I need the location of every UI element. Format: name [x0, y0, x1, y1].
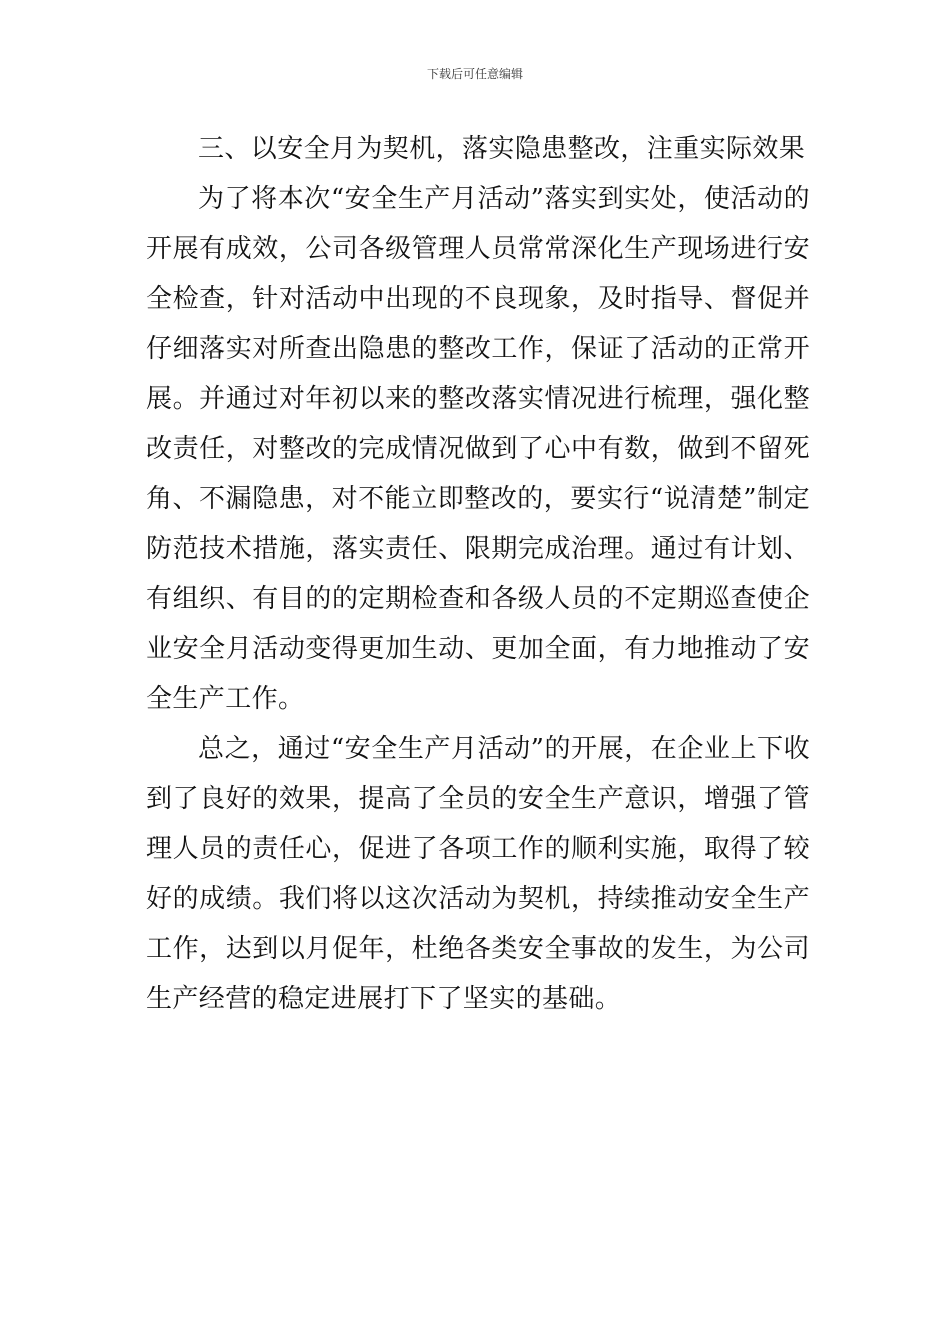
section-heading: 三、以安全月为契机，落实隐患整改，注重实际效果 — [198, 134, 806, 164]
paragraph-inspection: 为了将本次“安全生产月活动”落实到实处，使活动的开展有成效，公司各级管理人员常常深化生产现场进行安全检查，针对活动中出现的不良现象，及时指导、督促并仔细落实对所查出隐患的整改工作，保证了活动的正常开展。并通过对年初以来的整改落实情况进行梳理，强化整改责任，对整改的完成情况做到了心中有数，做到不留死角、不漏隐患，对不能立即整改的，要实行“说清楚”制定防范技术措施，落实责任、限期完成治理。通过有计划、有组织、有目的的定期检查和各级人员的不定期巡查使企业安全月活动变得更加生动、更加全面，有力地推动了安全生产工作。 — [146, 184, 810, 714]
page-header-note: 下载后可任意编辑 — [426, 67, 523, 81]
document-body — [146, 124, 810, 1024]
paragraph-summary: 总之，通过“安全生产月活动”的开展，在企业上下收到了良好的效果，提高了全员的安全生产意识，增强了管理人员的责任心，促进了各项工作的顺利实施，取得了较好的成绩。我们将以这次活动为契机，持续推动安全生产工作，达到以月促年，杜绝各类安全事故的发生，为公司生产经营的稳定进展打下了坚实的基础。 — [146, 734, 810, 1014]
